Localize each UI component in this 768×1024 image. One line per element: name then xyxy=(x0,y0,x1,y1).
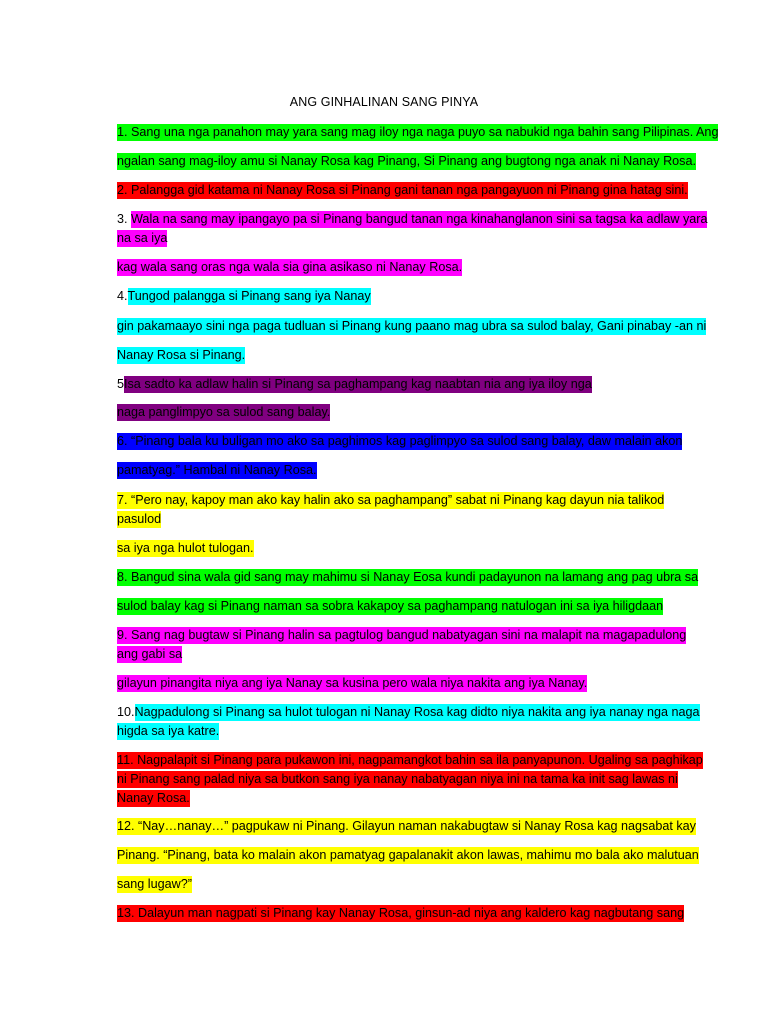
paragraph-line xyxy=(117,511,161,527)
highlighted-text: Nanay Rosa si Pinang. xyxy=(117,348,246,362)
highlighted-text: gin pakamaayo sini nga paga tudluan si Pinang kung paano mag ubra sa sulod balay, Gani pinabay -an ni xyxy=(117,319,707,333)
paragraph-line xyxy=(117,771,678,787)
paragraph-line xyxy=(117,404,330,420)
paragraph-line xyxy=(117,540,254,556)
line-prefix: 4. xyxy=(117,289,128,303)
highlighted-text: 13. Dalayun man nagpati si Pinang kay Nanay Rosa, ginsun-ad niya ang kaldero kag nagbutang sang xyxy=(117,906,685,920)
highlighted-text: Nanay Rosa. xyxy=(117,791,190,805)
line-prefix: 5 xyxy=(117,377,125,391)
highlighted-text: ni Pinang sang palad niya sa butkon sang iya nanay nabatyagan niya ini na tama ka init sag lawas ni xyxy=(117,772,678,786)
paragraph-line xyxy=(117,347,245,363)
paragraph-line xyxy=(117,627,686,643)
highlighted-text: sang lugaw?” xyxy=(117,877,192,891)
highlighted-text: Pinang. “Pinang, bata ko malain akon pamatyag gapalanakit akon lawas, mahimu mo bala ako malutuan xyxy=(117,848,699,862)
paragraph-line xyxy=(117,124,718,140)
highlighted-text: 11. Nagpalapit si Pinang para pukawon ini, nagpamangkot bahin sa ila panyapunon. Ugaling sa paghikap xyxy=(117,753,703,767)
highlighted-text: pasulod xyxy=(117,512,162,526)
paragraph-line xyxy=(117,433,682,449)
paragraph-line xyxy=(117,752,703,768)
paragraph-line xyxy=(117,675,587,691)
paragraph-line xyxy=(117,598,663,614)
highlighted-text: ngalan sang mag-iloy amu si Nanay Rosa kag Pinang, Si Pinang ang bugtong nga anak ni Nanay Rosa. xyxy=(117,154,696,168)
paragraph-line xyxy=(117,259,462,275)
paragraph-line xyxy=(117,704,700,720)
line-prefix: 10. xyxy=(117,705,135,719)
highlighted-text: 8. Bangud sina wala gid sang may mahimu si Nanay Eosa kundi padayunon na lamang ang pag ubra sa xyxy=(117,570,699,584)
highlighted-text: gilayun pinangita niya ang iya Nanay sa kusina pero wala niya nakita ang iya Nanay. xyxy=(117,676,588,690)
highlighted-text: Nagpadulong si Pinang sa hulot tulogan ni Nanay Rosa kag didto niya nakita ang iya nanay nga naga xyxy=(134,705,700,719)
paragraph-line xyxy=(117,847,699,863)
highlighted-text: ang gabi sa xyxy=(117,647,183,661)
document-title: ANG GINHALINAN SANG PINYA xyxy=(289,95,479,109)
paragraph-line xyxy=(117,876,192,892)
highlighted-text: sa iya nga hulot tulogan. xyxy=(117,541,254,555)
highlighted-text: Tungod palangga si Pinang sang iya Nanay xyxy=(127,289,371,303)
paragraph-line xyxy=(117,723,219,739)
paragraph-line xyxy=(117,153,696,169)
highlighted-text: 1. Sang una nga panahon may yara sang mag iloy nga naga puyo sa nabukid nga bahin sang Pilipinas. Ang xyxy=(117,125,719,139)
paragraph-line xyxy=(117,492,664,508)
highlighted-text: kag wala sang oras nga wala sia gina asikaso ni Nanay Rosa. xyxy=(117,260,463,274)
paragraph-line xyxy=(117,569,698,585)
paragraph-line xyxy=(117,318,706,334)
highlighted-text: sulod balay kag si Pinang naman sa sobra kakapoy sa paghampang natulogan ini sa iya hiligdaan xyxy=(117,599,664,613)
paragraph-line xyxy=(117,376,592,392)
paragraph-line xyxy=(117,211,707,227)
paragraph-line xyxy=(117,790,190,806)
highlighted-text: naga panglimpyo sa sulod sang balay. xyxy=(117,405,331,419)
highlighted-text: na sa iya xyxy=(117,231,168,245)
line-prefix: 3. xyxy=(117,212,132,226)
highlighted-text: Isa sadto ka adlaw halin si Pinang sa paghampang kag naabtan nia ang iya iloy nga xyxy=(124,377,592,391)
paragraph-line xyxy=(117,288,371,304)
highlighted-text: higda sa iya katre. xyxy=(117,724,220,738)
highlighted-text: 9. Sang nag bugtaw si Pinang halin sa pagtulog bangud nabatyagan sini na malapit na magapadulong xyxy=(117,628,687,642)
paragraph-line xyxy=(117,646,182,662)
paragraph-line xyxy=(117,230,167,246)
highlighted-text: 7. “Pero nay, kapoy man ako kay halin ako sa paghampang” sabat ni Pinang kag dayun nia talikod xyxy=(117,493,665,507)
paragraph-line xyxy=(117,905,684,921)
highlighted-text: pamatyag.” Hambal ni Nanay Rosa. xyxy=(117,463,317,477)
highlighted-text: Wala na sang may ipangayo pa si Pinang bangud tanan nga kinahanglanon sini sa tagsa ka adlaw yara xyxy=(131,212,708,226)
paragraph-line xyxy=(117,818,696,834)
paragraph-line xyxy=(117,182,688,198)
highlighted-text: 12. “Nay…nanay…” pagpukaw ni Pinang. Gilayun naman nakabugtaw si Nanay Rosa kag nagsabat kay xyxy=(117,819,696,833)
paragraph-line xyxy=(117,462,317,478)
highlighted-text: 6. “Pinang bala ku buligan mo ako sa paghimos kag paglimpyo sa sulod sang balay, daw malain akon xyxy=(117,434,683,448)
highlighted-text: 2. Palangga gid katama ni Nanay Rosa si Pinang gani tanan nga pangayuon ni Pinang gina hatag sini. xyxy=(117,183,688,197)
